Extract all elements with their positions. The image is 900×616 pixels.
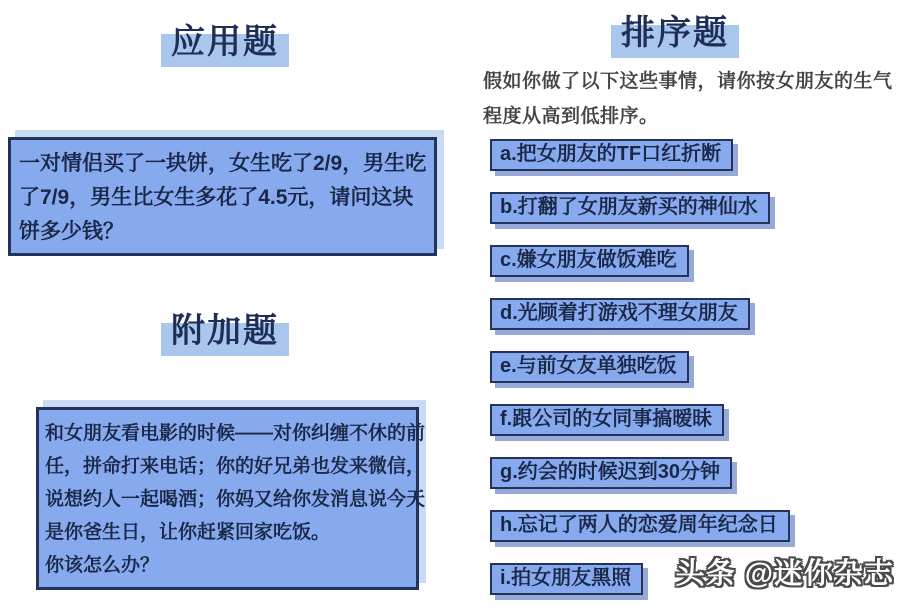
section-title-sorting [450,5,900,58]
section-title-application [0,14,450,67]
sort-item-c: c.嫌女朋友做饭难吃 [490,245,689,277]
sort-item-list [490,139,790,616]
bonus-question-line-5: 你该怎么办？ [45,555,160,576]
sort-item-b: b.打翻了女朋友新买的神仙水 [490,192,770,224]
sorting-instructions-line-2: 程度从高到低排序。 [483,106,659,127]
bonus-question-box [36,407,426,590]
bonus-question-line-2: 任，拼命打来电话；你的好兄弟也发来微信， [45,456,426,477]
sort-item-e: e.与前女友单独吃饭 [490,351,689,383]
section-title-bonus [0,303,450,356]
bonus-question-line-4: 是你爸生日，让你赶紧回家吃饭。 [45,522,331,543]
sort-item-i: i.拍女朋友黑照 [490,563,643,595]
sorting-instructions [483,64,893,134]
sort-item-f: f.跟公司的女同事搞暧昧 [490,404,724,436]
sort-item-d: d.光顾着打游戏不理女朋友 [490,298,750,330]
application-question-line-2: 了7/9，男生比女生多花了4.5元，请问这块 [19,186,414,209]
bonus-question-line-3: 说想约人一起喝酒；你妈又给你发消息说今天 [45,489,426,510]
section-title-sorting-label: 排序题 [611,5,739,58]
application-question-box [8,137,437,256]
sorting-instructions-line-1: 假如你做了以下这些事情，请你按女朋友的生气 [483,71,893,92]
section-title-bonus-label: 附加题 [161,303,289,356]
sort-item-g: g.约会的时候迟到30分钟 [490,457,732,489]
sort-item-a: a.把女朋友的TF口红折断 [490,139,733,171]
application-question-line-3: 饼多少钱？ [19,220,124,243]
section-title-application-label: 应用题 [161,14,289,67]
bonus-question-line-1: 和女朋友看电影的时候——对你纠缠不休的前 [45,423,426,444]
application-question-line-1: 一对情侣买了一块饼，女生吃了2/9，男生吃 [19,152,427,175]
sort-item-h: h.忘记了两人的恋爱周年纪念日 [490,510,790,542]
toutiao-watermark: 头条 @迷你杂志 [675,558,894,590]
